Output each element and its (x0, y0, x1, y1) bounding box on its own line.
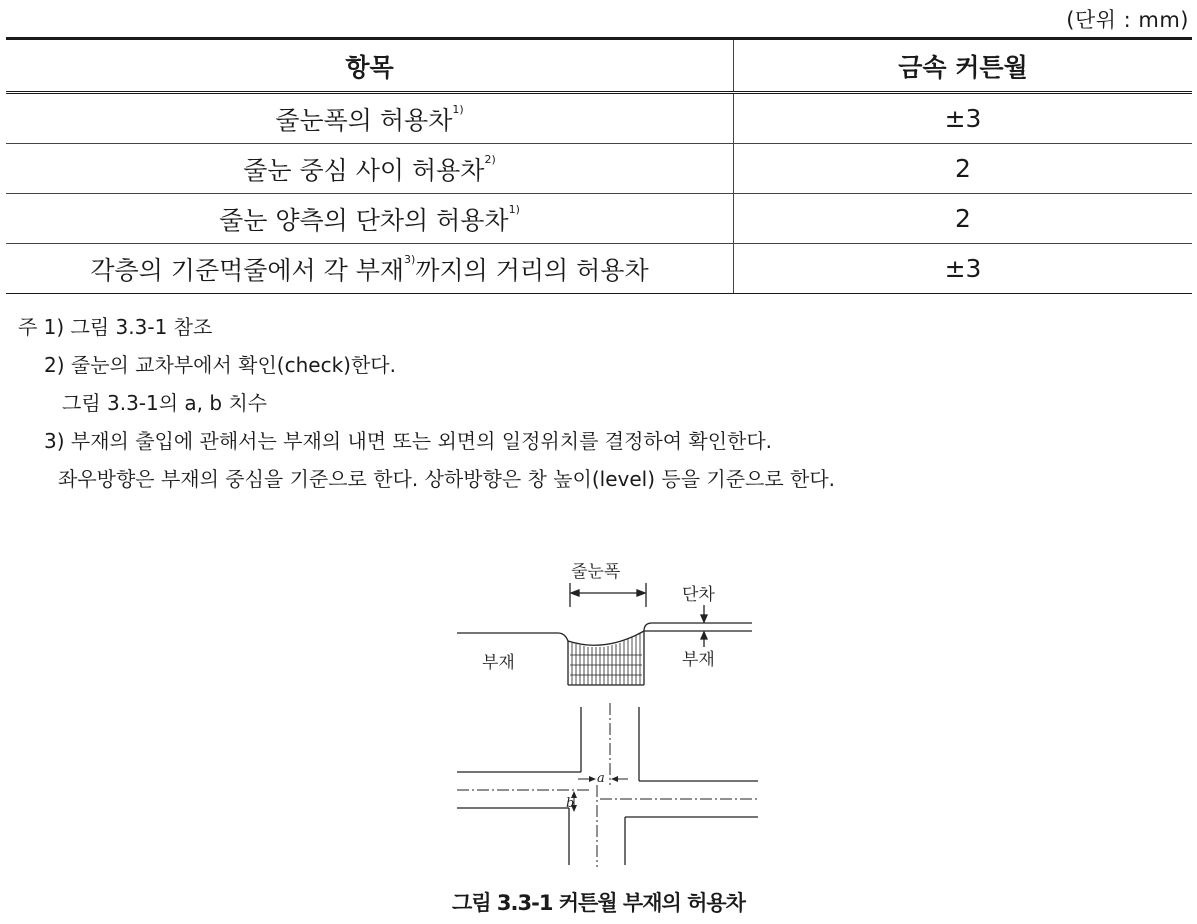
note-2-sub: 그림 3.3-1의 a, b 치수 (62, 391, 268, 415)
label-b: b (566, 796, 575, 811)
arrow-icon (611, 776, 618, 782)
arrow-icon (571, 590, 579, 596)
arrow-icon (701, 615, 707, 622)
arrow-icon (589, 776, 596, 782)
label-step: 단차 (682, 585, 715, 605)
label-member-right: 부재 (682, 650, 715, 670)
arrow-icon (637, 590, 645, 596)
sealant-hatching (570, 633, 642, 685)
row-item (6, 244, 734, 294)
curtainwall-tolerance-figure (450, 555, 770, 875)
row-value: 2 (734, 144, 1193, 194)
table-header-row (6, 39, 1192, 93)
row-item-text: 줄눈폭의 허용차 (275, 105, 453, 135)
tolerance-table (6, 37, 1192, 294)
table-row (6, 244, 1192, 294)
footnote-ref: 2) (484, 152, 496, 166)
row-value: ±3 (734, 93, 1193, 144)
note-1: 주 1) 그림 3.3-1 참조 (18, 315, 213, 339)
row-item (6, 93, 734, 144)
arrow-icon (701, 632, 707, 639)
table-row (6, 194, 1192, 244)
note-3: 3) 부재의 출입에 관해서는 부재의 내면 또는 외면의 일정위치를 결정하여 확인한다. (44, 429, 773, 453)
footnote-ref: 3) (404, 252, 416, 266)
row-item (6, 194, 734, 244)
table-row (6, 144, 1192, 194)
row-value: 2 (734, 194, 1193, 244)
footnotes (18, 308, 835, 498)
sealant-top (568, 631, 644, 645)
label-a: a (597, 771, 605, 786)
label-joint-width: 줄눈폭 (571, 562, 621, 582)
note-2: 2) 줄눈의 교차부에서 확인(check)한다. (44, 353, 396, 377)
header-metal-curtainwall: 금속 커튼월 (734, 39, 1193, 93)
row-item (6, 144, 734, 194)
row-item-text: 각층의 기준먹줄에서 각 부재 (90, 255, 405, 285)
row-value: ±3 (734, 244, 1193, 294)
table-row (6, 93, 1192, 144)
figure-caption: 그림 3.3-1 커튼월 부재의 허용차 (452, 891, 745, 915)
row-item-text-after: 까지의 거리의 허용차 (415, 255, 649, 285)
footnote-ref: 1) (452, 102, 464, 116)
row-item-text: 줄눈 중심 사이 허용차 (243, 155, 485, 185)
row-item-text: 줄눈 양측의 단차의 허용차 (219, 205, 509, 235)
unit-label: (단위 : mm) (1066, 8, 1189, 32)
note-3-sub: 좌우방향은 부재의 중심을 기준으로 한다. 상하방향은 창 높이(level) 등을 기준으로 한다. (58, 467, 836, 491)
header-item: 항목 (6, 39, 734, 93)
label-member-left: 부재 (482, 653, 515, 673)
footnote-ref: 1) (508, 202, 520, 216)
left-member-surface (457, 633, 568, 641)
right-member-surface (644, 623, 752, 631)
